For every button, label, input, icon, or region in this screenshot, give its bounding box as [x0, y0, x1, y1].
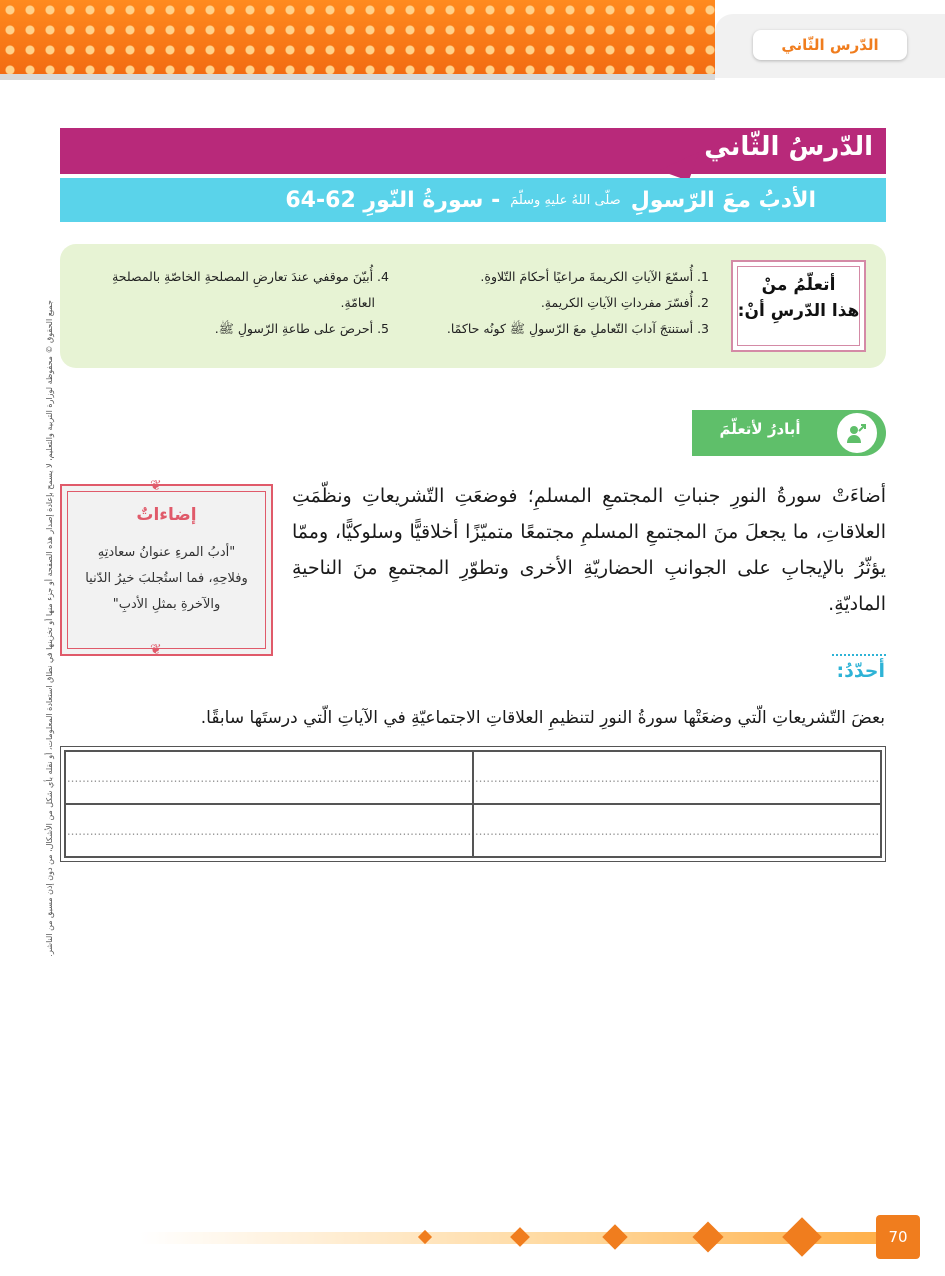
objectives-heading-line2: هذا الدّرسِ أنْ:	[737, 301, 860, 321]
answer-cell[interactable]: ..........................................................................................................	[65, 751, 473, 804]
objective-1: 1. أُسمّعَ الآياتِ الكريمةَ مراعيًا أحكامَ التّلاوةِ.	[480, 269, 709, 284]
answer-cell[interactable]: ..........................................................................................................	[473, 804, 881, 857]
answer-cell[interactable]: ..........................................................................................................	[473, 751, 881, 804]
learner-icon	[834, 410, 880, 456]
objectives-column-right	[409, 264, 709, 342]
banner-shadow	[0, 74, 715, 80]
page-number: 70	[876, 1215, 920, 1259]
subtitle-main: الأدبُ معَ الرّسولِ	[630, 187, 816, 213]
answer-table	[60, 746, 886, 862]
objectives-heading	[737, 272, 860, 324]
footer-bar	[140, 1232, 880, 1244]
person-arrow-icon	[845, 421, 869, 445]
determine-label: أحدّدُ:	[836, 660, 885, 682]
objectives-column-left	[89, 264, 389, 342]
insights-quote: "أدبُ المرءِ عنوانُ سعادتِهِ وفلاحِهِ، فما استُجلبَ خيرُ الدّنيا والآخرةِ بمثلِ الأدبِ"	[85, 545, 248, 612]
start-learning-label: أبادرُ لأتعلّمَ	[719, 420, 801, 438]
determine-question: بعضَ التّشريعاتِ الّتي وضعَتْها سورةُ النورِ لتنظيمِ العلاقاتِ الاجتماعيّةِ في الآياتِ الّتي درستَها سابقًا.	[200, 708, 885, 728]
copyright-text: جميع الحقوق © محفوظة لوزارة التربية والتعليم، لا يسمح بإعادة إصدار هذه الصفحة أو جزء منها أو تخزينها في نطاق استعادة المعلومات، أو نقله بأي شكل من الأشكال، من دون إذن مسبق من الناشر.	[45, 300, 54, 957]
lesson-title: الدّرسُ الثّاني	[704, 132, 873, 162]
header-tab-label: الدّرس الثّاني	[753, 30, 907, 60]
insights-top-ornament: ❦	[150, 478, 162, 494]
subtitle-surah: - سورةُ النّورِ 62-64	[285, 187, 501, 213]
insights-title: إضاءاتٌ	[136, 505, 197, 525]
footer-star	[692, 1221, 723, 1252]
objective-5: 5. أحرصَ على طاعةِ الرّسولِ ﷺ.	[214, 321, 389, 336]
lesson-subtitle	[60, 178, 886, 222]
footer-star	[602, 1224, 627, 1249]
insights-bottom-ornament: ❦	[150, 642, 162, 658]
subtitle-salutation: صلّى اللهُ عليهِ وسلّمَ	[510, 192, 621, 208]
objective-2: 2. أُفسّرَ مفرداتِ الآياتِ الكريمةِ.	[540, 295, 709, 310]
objectives-heading-line1: أتعلّمُ منْ	[761, 275, 836, 295]
footer-star	[782, 1217, 822, 1257]
objective-3: 3. أستنتجَ آدابَ التّعاملِ معَ الرّسولِ ﷺ كونُه حاكمًا.	[446, 321, 709, 336]
intro-paragraph: أضاءَتْ سورةُ النورِ جنباتِ المجتمعِ المسلمِ؛ فوضعَتِ التّشريعاتِ ونظّمَتِ العلاقاتِ، ما يجعلَ منَ المجتمعِ المسلمِ مجتمعًا متميّزًا أخلاقيًّا وسلوكيًّا، وممّا يؤثّرُ بالإيجابِ على الجوانبِ الحضاريّةِ الأخرى وتطوّرِ المجتمعِ منَ الناحيةِ الماديّةِ.	[292, 485, 886, 615]
copyright-side-note	[45, 300, 53, 1020]
top-banner	[0, 0, 715, 78]
answer-cell[interactable]: ..........................................................................................................	[65, 804, 473, 857]
objective-4: 4. أُبيّنَ موقفي عندَ تعارضِ المصلحةِ الخاصّةِ بالمصلحةِ	[112, 269, 389, 284]
objective-4-cont: العامّةِ.	[340, 295, 375, 310]
